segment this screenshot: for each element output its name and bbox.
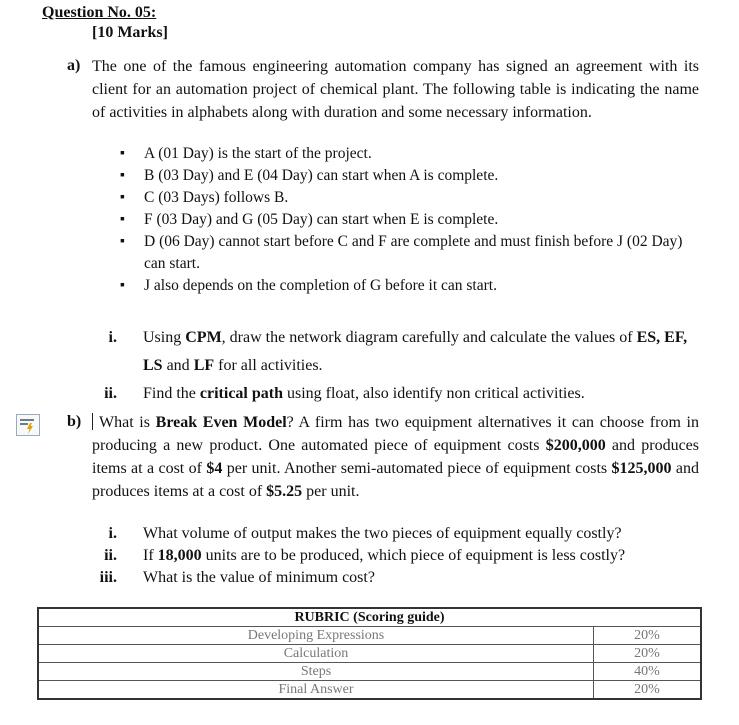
lightning-flag-button[interactable]	[16, 414, 40, 436]
question-text: If 18,000 units are to be produced, which piece of equipment is less costly?	[143, 547, 626, 564]
rubric-weight: 20%	[594, 627, 702, 645]
table-row	[38, 645, 701, 663]
list-item: ▪ D (06 Day) cannot start before C and F are complete and must finish before J (02 Day) can start.	[120, 231, 700, 275]
question-number: i.	[108, 525, 117, 542]
rubric-criterion: Developing Expressions	[38, 627, 594, 645]
rubric-criterion: Calculation	[38, 645, 594, 663]
question-text: Using CPM, draw the network diagram carefully and calculate the values of ES, EF, LS and LF for all activities.	[143, 329, 688, 374]
question-heading: Question No. 05:	[42, 4, 157, 21]
rubric-criterion: Steps	[38, 663, 594, 681]
rubric-criterion: Final Answer	[38, 681, 594, 700]
question-number: ii.	[104, 547, 117, 564]
part-a-intro: The one of the famous engineering automation company has signed an agreement with its client for an automation project of chemical plant. The following table is indicating the name of activities in alphabets along with duration and some necessary information.	[92, 58, 699, 121]
rubric-table	[37, 607, 702, 700]
list-item: ▪ A (01 Day) is the start of the project.	[120, 143, 700, 165]
question-number: iii.	[99, 569, 117, 586]
rubric-weight: 20%	[594, 645, 702, 663]
part-b-question-ii	[67, 544, 707, 567]
part-b-question-i	[67, 522, 707, 545]
part-b-intro: What is Break Even Model? A firm has two equipment alternatives it can choose from in producing a new product. One automated piece of equipment costs $200,000 and produces items at a cost of $4 per unit. Another semi-automated piece of equipment costs $125,000 and produces items at a cost of $5.25 per unit.	[92, 414, 700, 500]
list-item: ▪ B (03 Day) and E (04 Day) can start when A is complete.	[120, 165, 700, 187]
question-number: ii.	[104, 385, 117, 402]
question-text: What volume of output makes the two pieces of equipment equally costly?	[143, 525, 622, 542]
part-a-question-i	[67, 324, 707, 380]
table-row	[38, 627, 701, 645]
list-item: ▪ J also depends on the completion of G before it can start.	[120, 275, 700, 297]
table-row	[38, 681, 701, 700]
part-a-question-ii	[67, 382, 707, 405]
rubric-title: RUBRIC (Scoring guide)	[38, 608, 701, 627]
question-marks: [10 Marks]	[92, 24, 168, 41]
part-b-question-iii	[67, 566, 707, 589]
part-b-label: b)	[67, 413, 82, 430]
part-a-label: a)	[67, 57, 81, 74]
table-row	[38, 663, 701, 681]
text-cursor	[92, 413, 93, 430]
rubric-weight: 20%	[594, 681, 702, 700]
lightning-flag-icon	[17, 415, 39, 435]
rubric-weight: 40%	[594, 663, 702, 681]
list-item: ▪ C (03 Days) follows B.	[120, 187, 700, 209]
table-header-row	[38, 608, 701, 627]
question-text: What is the value of minimum cost?	[143, 569, 375, 586]
question-text: Find the critical path using float, also identify non critical activities.	[143, 385, 585, 402]
activity-list	[120, 143, 700, 297]
question-number: i.	[108, 329, 117, 346]
list-item: ▪ F (03 Day) and G (05 Day) can start when E is complete.	[120, 209, 700, 231]
